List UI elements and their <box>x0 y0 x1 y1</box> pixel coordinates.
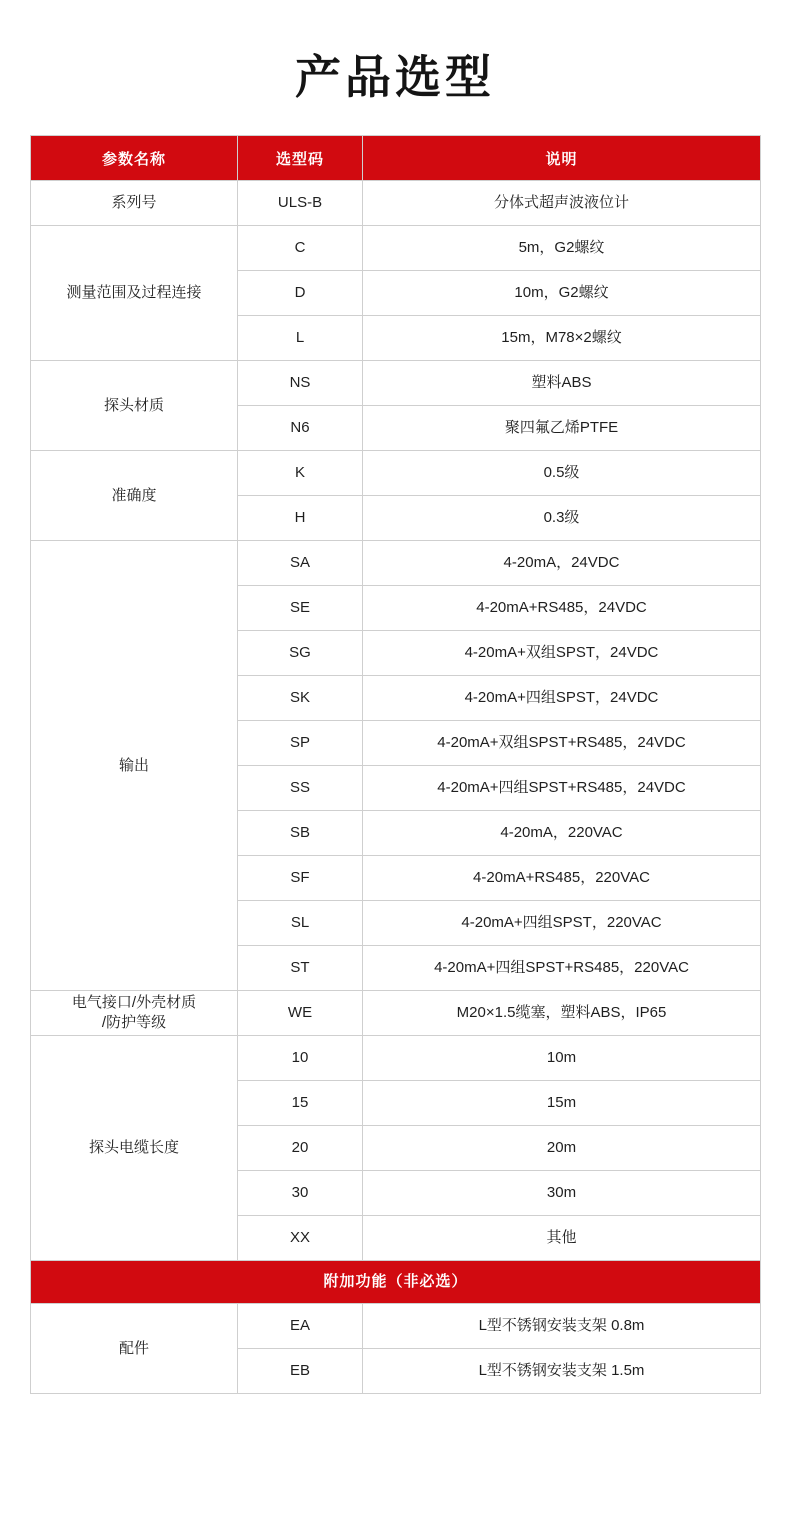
code-cell: SP <box>238 721 363 766</box>
param-cell: 准确度 <box>31 451 238 541</box>
product-selection-table <box>30 135 761 1394</box>
desc-cell: 10m <box>363 1036 761 1081</box>
desc-cell: L型不锈钢安装支架 0.8m <box>363 1304 761 1349</box>
desc-cell: M20×1.5缆塞，塑料ABS，IP65 <box>363 991 761 1036</box>
desc-cell: 4-20mA+四组SPST+RS485，220VAC <box>363 946 761 991</box>
desc-cell: 5m，G2螺纹 <box>363 226 761 271</box>
code-cell: EB <box>238 1349 363 1394</box>
code-cell: 10 <box>238 1036 363 1081</box>
code-cell: SA <box>238 541 363 586</box>
desc-cell: 4-20mA+四组SPST+RS485，24VDC <box>363 766 761 811</box>
param-cell: 系列号 <box>31 181 238 226</box>
column-header-desc: 说明 <box>363 136 761 181</box>
param-cell: 配件 <box>31 1304 238 1394</box>
desc-cell: 聚四氟乙烯PTFE <box>363 406 761 451</box>
code-cell: C <box>238 226 363 271</box>
code-cell: ST <box>238 946 363 991</box>
desc-cell: 4-20mA+双组SPST，24VDC <box>363 631 761 676</box>
desc-cell: 10m，G2螺纹 <box>363 271 761 316</box>
param-cell: 探头材质 <box>31 361 238 451</box>
desc-cell: 20m <box>363 1126 761 1171</box>
table-row <box>31 361 761 406</box>
desc-cell: 4-20mA+四组SPST，220VAC <box>363 901 761 946</box>
code-cell: L <box>238 316 363 361</box>
table-row <box>31 226 761 271</box>
page-title: 产品选型 <box>295 51 495 103</box>
desc-cell: 0.3级 <box>363 496 761 541</box>
table-row <box>31 991 761 1036</box>
table-header <box>31 136 761 181</box>
code-cell: SL <box>238 901 363 946</box>
code-cell: SS <box>238 766 363 811</box>
table-row <box>31 1036 761 1081</box>
table-header-row <box>31 136 761 181</box>
code-cell: SF <box>238 856 363 901</box>
desc-cell: 4-20mA+双组SPST+RS485，24VDC <box>363 721 761 766</box>
desc-cell: L型不锈钢安装支架 1.5m <box>363 1349 761 1394</box>
desc-cell: 4-20mA，220VAC <box>363 811 761 856</box>
code-cell: EA <box>238 1304 363 1349</box>
param-cell <box>31 991 238 1036</box>
desc-cell: 4-20mA+RS485，24VDC <box>363 586 761 631</box>
code-cell: 20 <box>238 1126 363 1171</box>
code-cell: 15 <box>238 1081 363 1126</box>
column-header-param: 参数名称 <box>31 136 238 181</box>
code-cell: K <box>238 451 363 496</box>
param-line-2: /防护等级 <box>101 1014 167 1032</box>
section-banner-row <box>31 1261 761 1304</box>
code-cell: XX <box>238 1216 363 1261</box>
code-cell: ULS-B <box>238 181 363 226</box>
desc-cell: 4-20mA，24VDC <box>363 541 761 586</box>
code-cell: SG <box>238 631 363 676</box>
section-banner: 附加功能（非必选） <box>31 1261 761 1304</box>
code-cell: H <box>238 496 363 541</box>
param-line-1: 电气接口/外壳材质 <box>71 993 197 1011</box>
desc-cell: 塑料ABS <box>363 361 761 406</box>
code-cell: NS <box>238 361 363 406</box>
desc-cell: 30m <box>363 1171 761 1216</box>
desc-cell: 4-20mA+四组SPST，24VDC <box>363 676 761 721</box>
param-cell: 探头电缆长度 <box>31 1036 238 1261</box>
code-cell: N6 <box>238 406 363 451</box>
desc-cell: 4-20mA+RS485，220VAC <box>363 856 761 901</box>
code-cell: SE <box>238 586 363 631</box>
desc-cell: 15m，M78×2螺纹 <box>363 316 761 361</box>
desc-cell: 分体式超声波液位计 <box>363 181 761 226</box>
code-cell: D <box>238 271 363 316</box>
column-header-code: 选型码 <box>238 136 363 181</box>
param-cell: 测量范围及过程连接 <box>31 226 238 361</box>
desc-cell: 其他 <box>363 1216 761 1261</box>
table-body <box>31 181 761 1394</box>
code-cell: 30 <box>238 1171 363 1216</box>
table-row <box>31 1304 761 1349</box>
table-row <box>31 451 761 496</box>
code-cell: SK <box>238 676 363 721</box>
desc-cell: 15m <box>363 1081 761 1126</box>
param-cell: 输出 <box>31 541 238 991</box>
code-cell: WE <box>238 991 363 1036</box>
desc-cell: 0.5级 <box>363 451 761 496</box>
table-row <box>31 181 761 226</box>
table-row <box>31 541 761 586</box>
code-cell: SB <box>238 811 363 856</box>
